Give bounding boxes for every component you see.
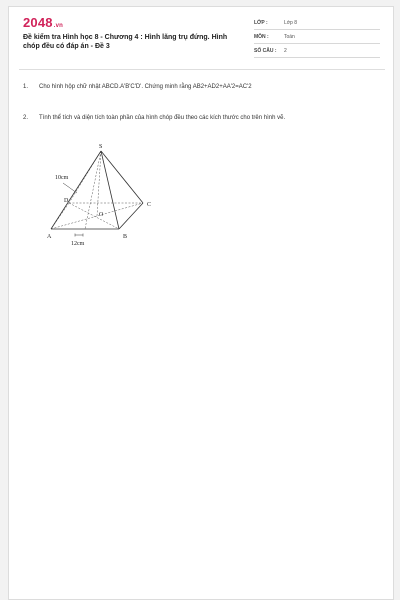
- label-C: C: [147, 202, 152, 208]
- question-number: 2.: [23, 115, 29, 121]
- meta-question-count: [254, 45, 380, 58]
- label-base-length: 12cm: [71, 241, 85, 247]
- label-O: O: [99, 212, 104, 218]
- logo-tld: .vn: [53, 23, 64, 29]
- pyramid-figure: [47, 137, 167, 257]
- meta-class: [254, 17, 380, 30]
- label-A: A: [47, 234, 52, 240]
- edge-SA: [51, 151, 101, 229]
- edge-BC: [119, 203, 143, 229]
- question-text: Tính thể tích và diện tích toàn phần của hình chóp đều theo các kích thước cho trên hình vẽ.: [39, 115, 286, 121]
- label-D: D: [64, 198, 69, 204]
- meta-value: 2: [284, 48, 287, 54]
- meta-value: Lớp 8: [284, 20, 298, 26]
- meta-subject: [254, 31, 380, 44]
- label-S: S: [99, 144, 103, 150]
- site-logo[interactable]: [23, 15, 63, 30]
- diagonal-DB: [69, 203, 119, 229]
- logo-text: 2048: [23, 15, 53, 30]
- question-text: Cho hình hộp chữ nhật ABCD.A'B'C'D'. Chứng minh rằng AB2+AD2+AA'2=AC'2: [39, 84, 252, 90]
- question-number: 1.: [23, 84, 29, 90]
- edge-length-callout: [63, 183, 77, 193]
- meta-key: SỐ CÂU :: [254, 48, 277, 54]
- header-divider: [19, 69, 385, 70]
- meta-key: LỚP :: [254, 20, 268, 26]
- document-page: [8, 6, 394, 600]
- label-B: B: [123, 234, 128, 240]
- meta-key: MÔN :: [254, 34, 269, 40]
- label-edge-length: 10cm: [55, 175, 69, 181]
- height-SO: [97, 151, 101, 216]
- meta-value: Toán: [284, 34, 295, 40]
- document-title: Đề kiểm tra Hình học 8 - Chương 4 : Hình lăng trụ đứng. Hình chóp đều có đáp án - Đề 3: [23, 34, 228, 50]
